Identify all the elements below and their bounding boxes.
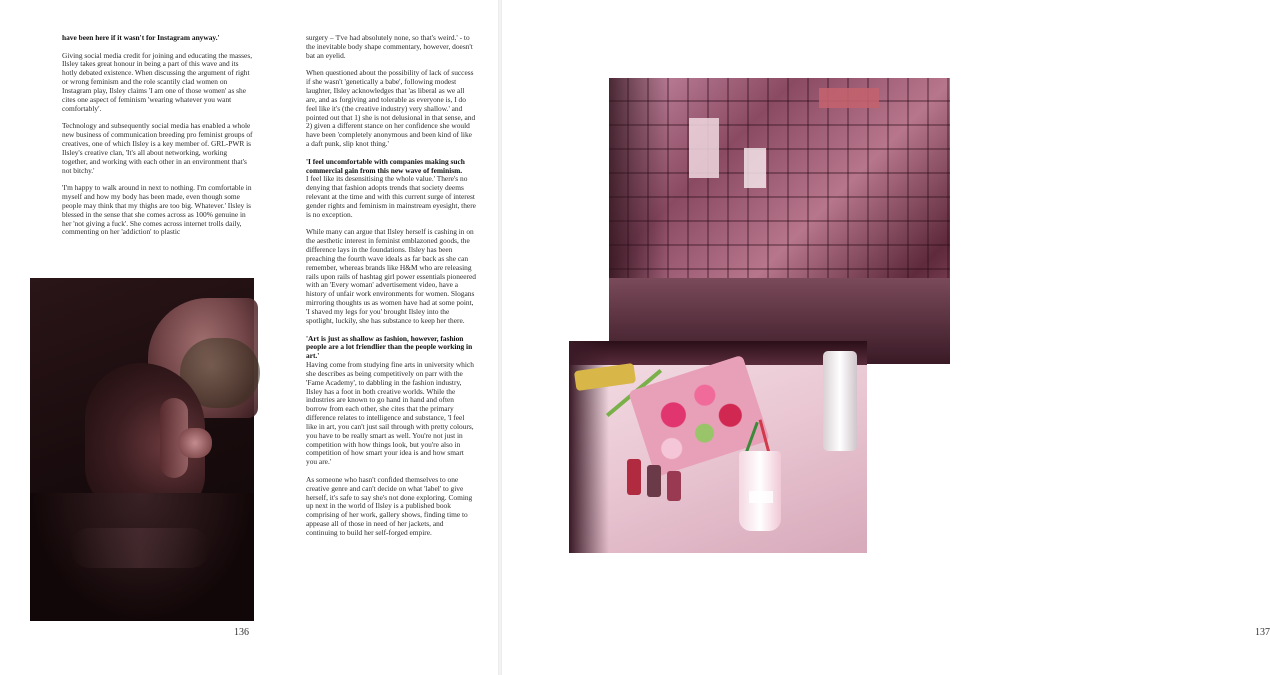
- jacket-sheen: [70, 528, 210, 568]
- wall-note: [689, 118, 719, 178]
- jar-label: [749, 491, 773, 503]
- left-text-column: [62, 34, 254, 246]
- body-paragraph: 'I'm happy to walk around in next to nothing. I'm comfortable in myself and how my body has been made, even though some people may think that my thighs are too big. Whatever.' Ilsley is blessed in the sense that she comes across as 100% genuine in her 'not giving a fuck'. She comes across internet trolls daily, commenting on her 'addiction' to plastic: [62, 183, 252, 237]
- spray-can: [823, 351, 857, 451]
- photo-woman-in-car: [30, 278, 254, 621]
- photo-wall-of-pictures: [609, 78, 950, 364]
- page-number-right: 137: [1255, 627, 1270, 638]
- body-paragraph: When questioned about the possibility of lack of success if she wasn't 'genetically a babe', following modest laughter, Ilsley acknowledges that 'as liberal as we all are, and as forgiving and tolerable as everyone is, I do feel like it's (the creative industry) very shallow.' and pointed out that 1) she is not delusional in that sense, and 2) given a different stance on her confidence she would have been 'completely anonymous and been kind of like a daft punk, slip knot thing.': [306, 68, 476, 149]
- wall-poster: [819, 88, 879, 108]
- middle-text-column: [306, 34, 476, 547]
- wall-note: [744, 148, 766, 188]
- body-paragraph: Having come from studying fine arts in university which she describes as being competitively on parr with the 'Fame Academy', to dabbling in the fashion industry, Ilsley has a foot in both creative worlds. While the industries are known to go hand in hand and often borrow from each other, she cites that the primary difference relates to intelligence and substance, 'I feel like in art, you can't just sail through with pretty colours, you have to be really smart as well. You're not just in competition with how things look, but you're also in competition of how smart your idea is and how smart you are.': [306, 360, 474, 467]
- photo-paint-table: [569, 341, 867, 553]
- hand-near-mouth: [178, 428, 212, 458]
- paint-bottle: [627, 459, 641, 495]
- body-paragraph: Giving social media credit for joining and educating the masses, Ilsley takes great honour in being a part of this wave and its hotly debated existence. When discussing the argument of right or wrong feminism and the role scantily clad women on Instagram play, Ilsley claims 'I am one of those women' as she cites one aspect of feminism 'wearing whatever you want comfortably'.: [62, 50, 253, 113]
- pull-quote: have been here if it wasn't for Instagram anyway.': [62, 33, 220, 42]
- pull-quote: 'Art is just as shallow as fashion, however, fashion people are a lot friendlier than the people working in art.': [306, 333, 473, 361]
- paint-bottle: [647, 465, 661, 497]
- body-paragraph: Technology and subsequently social media has enabled a whole new business of communication breeding pro feminist groups of creatives, one of which Ilsley is a key member of. GRL-PWR is Ilsley's creative clan, 'It's all about networking, working together, and working with each other in an environment that's not bitchy.': [62, 121, 253, 175]
- pull-quote: 'I feel uncomfortable with companies making such commercial gain from this new wave of feminism.: [306, 156, 465, 175]
- body-paragraph: While many can argue that Ilsley herself is cashing in on the aesthetic interest in feminist emblazoned goods, the difference lays in the foundations. Ilsley has been preaching the fourth wave ideals as far back as she can remember, whereas brands like H&M who are releasing rails upon rails of hashtag girl power essentials pioneered with an 'Every woman' advertisement video, have a history of unfair work environments for women. Slogans mirroring thoughts us as women have had at some point, 'I shaved my legs for you' brought Ilsley into the spotlight, luckily, she has substance to keep her there.: [306, 227, 476, 325]
- paint-bottle: [667, 471, 681, 501]
- page-number-left: 136: [234, 627, 249, 638]
- left-page: [0, 0, 498, 675]
- body-paragraph: I feel like its desensitising the whole value.' There's no denying that fashion adopts trends that society deems relevant at the time and with this current surge of interest gender rights and feminism in mainstream eyesight, there is no exception.: [306, 174, 476, 219]
- body-paragraph: surgery – 'I've had absolutely none, so that's weird.' - to the inevitable body shape commentary, however, doesn't bat an eyelid.: [306, 33, 473, 60]
- body-paragraph: As someone who hasn't confided themselves to one creative genre and can't decide on what 'label' to give herself, it's safe to say she's not done exploring. Coming up next in the world of Ilsley is a published book comprising of her work, gallery shows, finding time to appease all of those in need of her jackets, and continuing to build her self-forged empire.: [306, 474, 473, 538]
